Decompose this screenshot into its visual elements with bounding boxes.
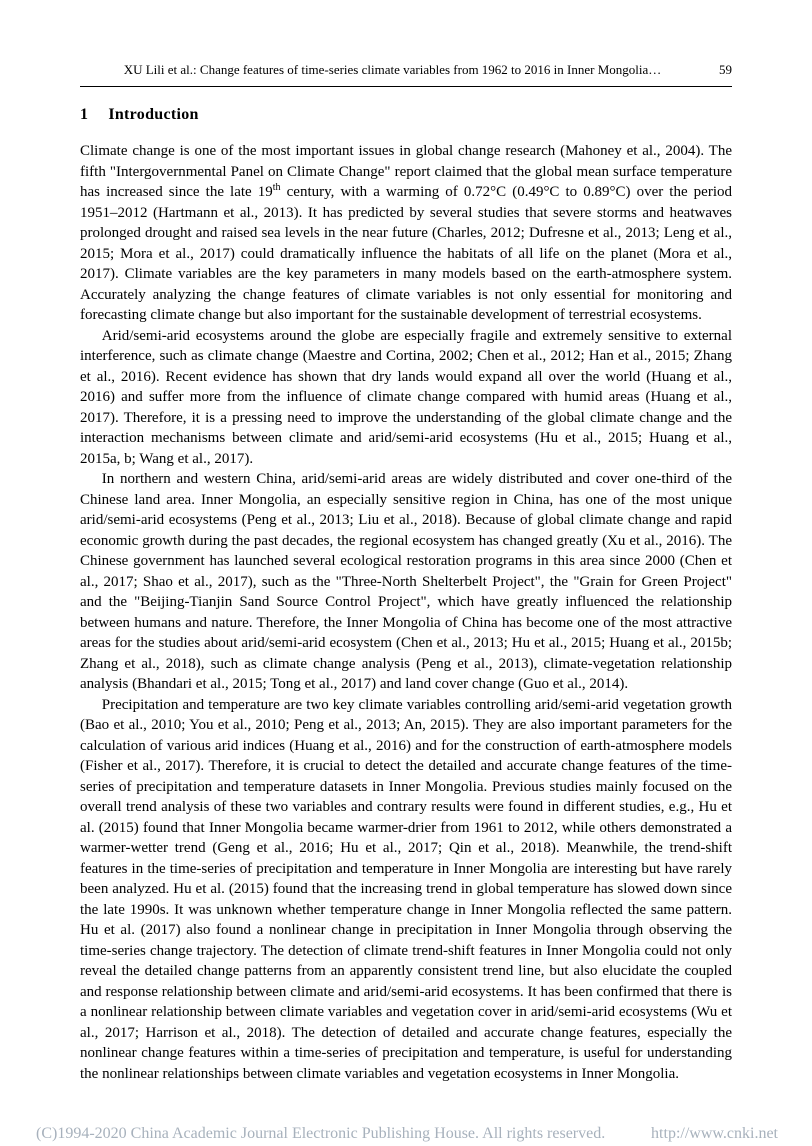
section-title: Introduction (108, 106, 199, 123)
paragraph-text: century, with a warming of 0.72°C (0.49°C to 0.89°C) over the period 1951–2012 (Hartmann et al., 2013). It has predicted by several studies that severe storms and heatwaves prolonged drought and raised sea levels in the near future (Charles, 2012; Dufresne et al., 2013; Leng et al., 2015; Mora et al., 2017) could dramatically influence the habitats of all life on the planet (Mora et al., 2017). Climate variables are the key parameters in many models based on the earth-atmosphere system. Accurately analyzing the change features of climate variables is not only essential for monitoring and forecasting climate change but also important for the sustainable development of terrestrial ecosystems. (80, 184, 733, 323)
header-rule (80, 86, 732, 87)
paragraph-text: Arid/semi-arid ecosystems around the globe are especially fragile and extremely sensitive to external interference, such as climate change (Maestre and Cortina, 2002; Chen et al., 2012; Han et al., 2015; Zhang et al., 2016). Recent evidence has shown that dry lands would expand all over the world (Huang et al., 2016) and suffer more from the influence of climate change compared with humid areas (Huang et al., 2017). Therefore, it is a pressing need to improve the understanding of the global climate change and the interaction mechanisms between climate and arid/semi-arid ecosystems (Hu et al., 2015; Huang et al., 2015a, b; Wang et al., 2017). (80, 327, 732, 467)
page-number: 59 (719, 62, 732, 77)
body-text (80, 141, 732, 1084)
page-content (80, 106, 732, 1084)
superscript-text: th (272, 182, 281, 193)
section-number: 1 (80, 106, 89, 123)
page-header (80, 62, 732, 78)
paragraph-text: Climate change is one of the most important issues in global change research (Mahoney et al., 2004). The fifth "Intergovernmental Panel on Climate Change" report claimed that the global mean surface temperature has increased since the late 19 (80, 143, 732, 200)
paragraph (80, 695, 732, 1085)
section-heading (80, 106, 732, 124)
footer-url: http://www.cnki.net (651, 1125, 778, 1142)
paragraph-text: Precipitation and temperature are two key climate variables controlling arid/semi-arid vegetation growth (Bao et al., 2010; You et al., 2010; Peng et al., 2013; An, 2015). They are also important parameters for the calculation of various arid indices (Huang et al., 2016) and for the construction of earth-atmosphere models (Fisher et al., 2017). Therefore, it is crucial to detect the detailed and accurate change features of the time-series of precipitation and temperature datasets in Inner Mongolia. Previous studies mainly focused on the overall trend analysis of these two variables and contrary results were found in different studies, e.g., Hu et al. (2015) found that Inner Mongolia became warmer-drier from 1961 to 2012, while others demonstrated a warmer-wetter trend (Geng et al., 2016; Hu et al., 2017; Qin et al., 2018). Meanwhile, the trend-shift features in the time-series of precipitation and temperature in Inner Mongolia are interesting but have rarely been analyzed. Hu et al. (2015) found that the increasing trend in global temperature has slowed down since the late 1990s. It was unknown whether temperature change in Inner Mongolia reflected the same pattern. Hu et al. (2017) also found a nonlinear change in precipitation in Inner Mongolia through observing the time-series change trajectory. The detection of climate trend-shift features in Inner Mongolia could not only reveal the detailed change patterns from an apparently consistent trend line, but also elucidate the coupled and response relationship between climate and arid/semi-arid ecosystems. It has been confirmed that there is a nonlinear relationship between climate variables and vegetation cover in arid/semi-arid ecosystems (Wu et al., 2017; Harrison et al., 2018). The detection of detailed and accurate change features, especially the nonlinear change features within a time-series of precipitation and temperature, is useful for understanding the nonlinear relationships between climate variables and vegetation ecosystems in Inner Mongolia. (80, 696, 732, 1082)
paragraph (80, 469, 732, 695)
running-title: XU Lili et al.: Change features of time-series climate variables from 1962 to 2016 in Inner Mongolia… (123, 62, 662, 77)
page-footer (36, 1125, 778, 1143)
paragraph (80, 326, 732, 470)
paragraph-text: In northern and western China, arid/semi-arid areas are widely distributed and cover one-third of the Chinese land area. Inner Mongolia, an especially sensitive region in China, has one of the most unique arid/semi-arid ecosystems (Peng et al., 2013; Liu et al., 2018). Because of global climate change and rapid economic growth during the past decades, the regional ecosystem has changed greatly (Xu et al., 2016). The Chinese government has launched several ecological restoration programs in this area since 2000 (Chen et al., 2017; Shao et al., 2017), such as the "Three-North Shelterbelt Project", the "Grain for Green Project" and the "Beijing-Tianjin Sand Source Control Project", which have greatly influenced the relationship between humans and nature. Therefore, the Inner Mongolia of China has become one of the most attractive areas for the studies about arid/semi-arid ecosystem (Chen et al., 2013; Hu et al., 2015; Huang et al., 2015b; Zhang et al., 2018), such as climate change analysis (Peng et al., 2013), climate-vegetation relationship analysis (Bhandari et al., 2015; Tong et al., 2017) and land cover change (Guo et al., 2014). (80, 471, 732, 692)
copyright-text: (C)1994-2020 China Academic Journal Electronic Publishing House. All rights reserved. (36, 1125, 606, 1142)
paragraph (80, 141, 732, 326)
